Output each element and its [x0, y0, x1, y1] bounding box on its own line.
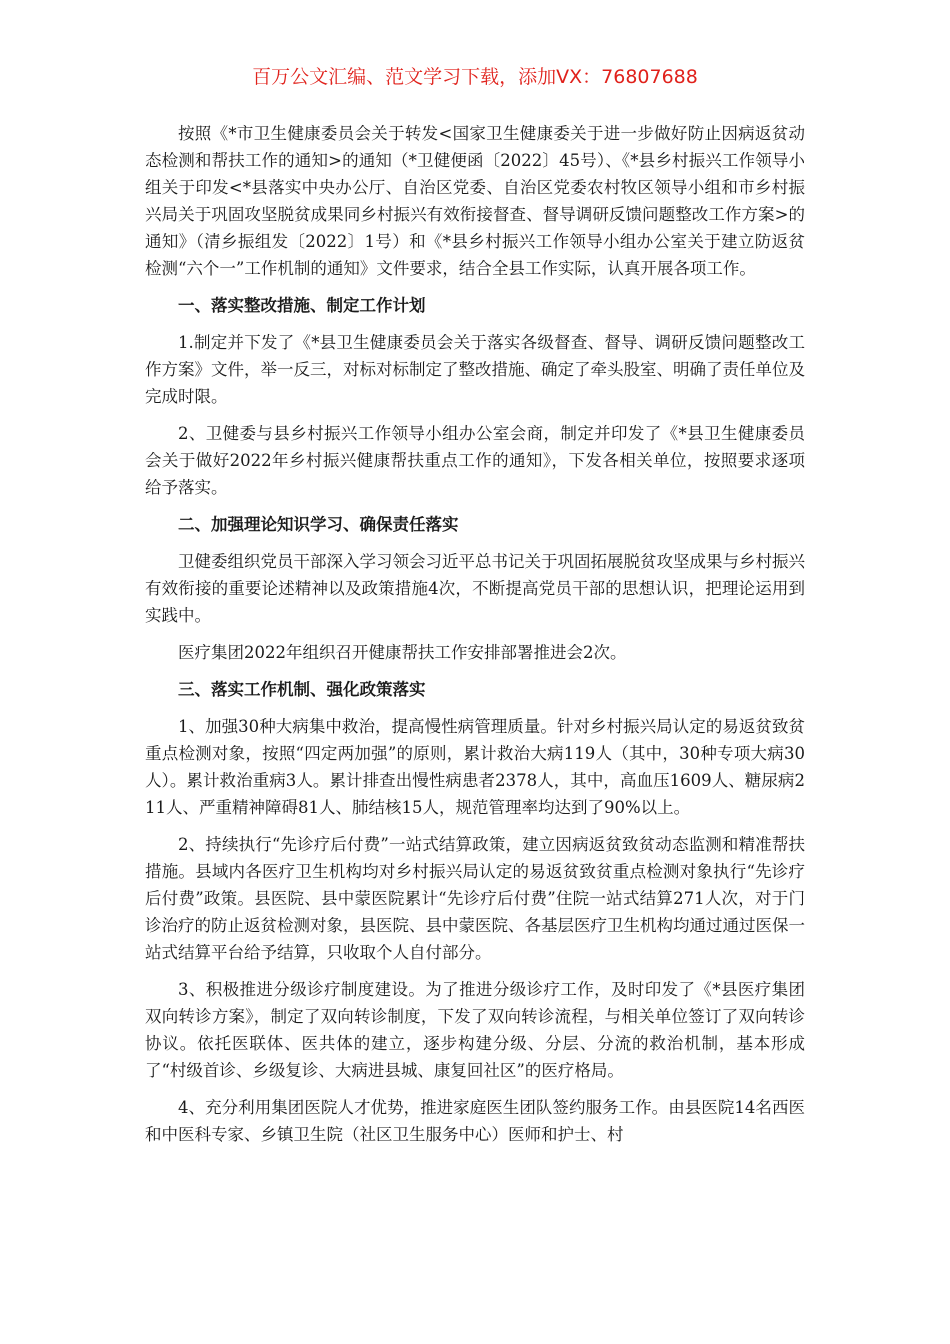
section-3-paragraph-2: 2、持续执行“先诊疗后付费”一站式结算政策，建立因病返贫致贫动态监测和精准帮扶措施。县域内各医疗卫生机构均对乡村振兴局认定的易返贫致贫重点检测对象执行“先诊疗后付费”政策。县医院、县中蒙医院累计“先诊疗后付费”住院一站式结算271人次，对于门诊治疗的防止返贫检测对象，县医院、县中蒙医院、各基层医疗卫生机构均通过通过医保一站式结算平台给予结算，只收取个人自付部分。: [145, 835, 805, 962]
section-3-heading: 三、落实工作机制、强化政策落实: [178, 680, 426, 699]
section-2-paragraph-2: 医疗集团2022年组织召开健康帮扶工作安排部署推进会2次。: [178, 643, 627, 662]
section-3-paragraph-1: 1、加强30种大病集中救治，提高慢性病管理质量。针对乡村振兴局认定的易返贫致贫重点检测对象，按照“四定两加强”的原则，累计救治大病119人（其中，30种专项大病30人）。累计救治重病3人。累计排查出慢性病患者2378人，其中，高血压1609人、糖尿病211人、严重精神障碍81人、肺结核15人，规范管理率均达到了90%以上。: [145, 717, 805, 817]
section-1-paragraph-2: 2、卫健委与县乡村振兴工作领导小组办公室会商，制定并印发了《*县卫生健康委员会关于做好2022年乡村振兴健康帮扶重点工作的通知》，下发各相关单位，按照要求逐项给予落实。: [145, 424, 805, 497]
section-1-paragraph-1: 1.制定并下发了《*县卫生健康委员会关于落实各级督查、督导、调研反馈问题整改工作方案》文件，举一反三，对标对标制定了整改措施、确定了牵头股室、明确了责任单位及完成时限。: [145, 333, 805, 406]
intro-paragraph: 按照《*市卫生健康委员会关于转发<国家卫生健康委关于进一步做好防止因病返贫动态检测和帮扶工作的通知>的通知（*卫健便函〔2022〕45号）、《*县乡村振兴工作领导小组关于印发<*县落实中央办公厅、自治区党委、自治区党委农村牧区领导小组和市乡村振兴局关于巩固攻坚脱贫成果同乡村振兴有效衔接督查、督导调研反馈问题整改工作方案>的通知》（清乡振组发〔2022〕1号）和《*县乡村振兴工作领导小组办公室关于建立防返贫检测“六个一”工作机制的通知》文件要求，结合全县工作实际，认真开展各项工作。: [145, 124, 805, 278]
promo-banner: 百万公文汇编、范文学习下载，添加VX：76807688: [252, 66, 698, 88]
section-3-paragraph-4: 4、充分利用集团医院人才优势，推进家庭医生团队签约服务工作。由县医院14名西医和中医科专家、乡镇卫生院（社区卫生服务中心）医师和护士、村: [145, 1098, 805, 1144]
section-3-paragraph-3: 3、积极推进分级诊疗制度建设。为了推进分级诊疗工作，及时印发了《*县医疗集团双向转诊方案》，制定了双向转诊制度，下发了双向转诊流程，与相关单位签订了双向转诊协议。依托医联体、医共体的建立，逐步构建分级、分层、分流的救治机制，基本形成了“村级首诊、乡级复诊、大病进县城、康复回社区”的医疗格局。: [145, 980, 805, 1080]
section-2-paragraph-1: 卫健委组织党员干部深入学习领会习近平总书记关于巩固拓展脱贫攻坚成果与乡村振兴有效衔接的重要论述精神以及政策措施4次，不断提高党员干部的思想认识，把理论运用到实践中。: [145, 552, 805, 625]
document-page: [145, 62, 805, 1158]
section-2-heading: 二、加强理论知识学习、确保责任落实: [178, 515, 459, 534]
section-1-heading: 一、落实整改措施、制定工作计划: [178, 296, 426, 315]
